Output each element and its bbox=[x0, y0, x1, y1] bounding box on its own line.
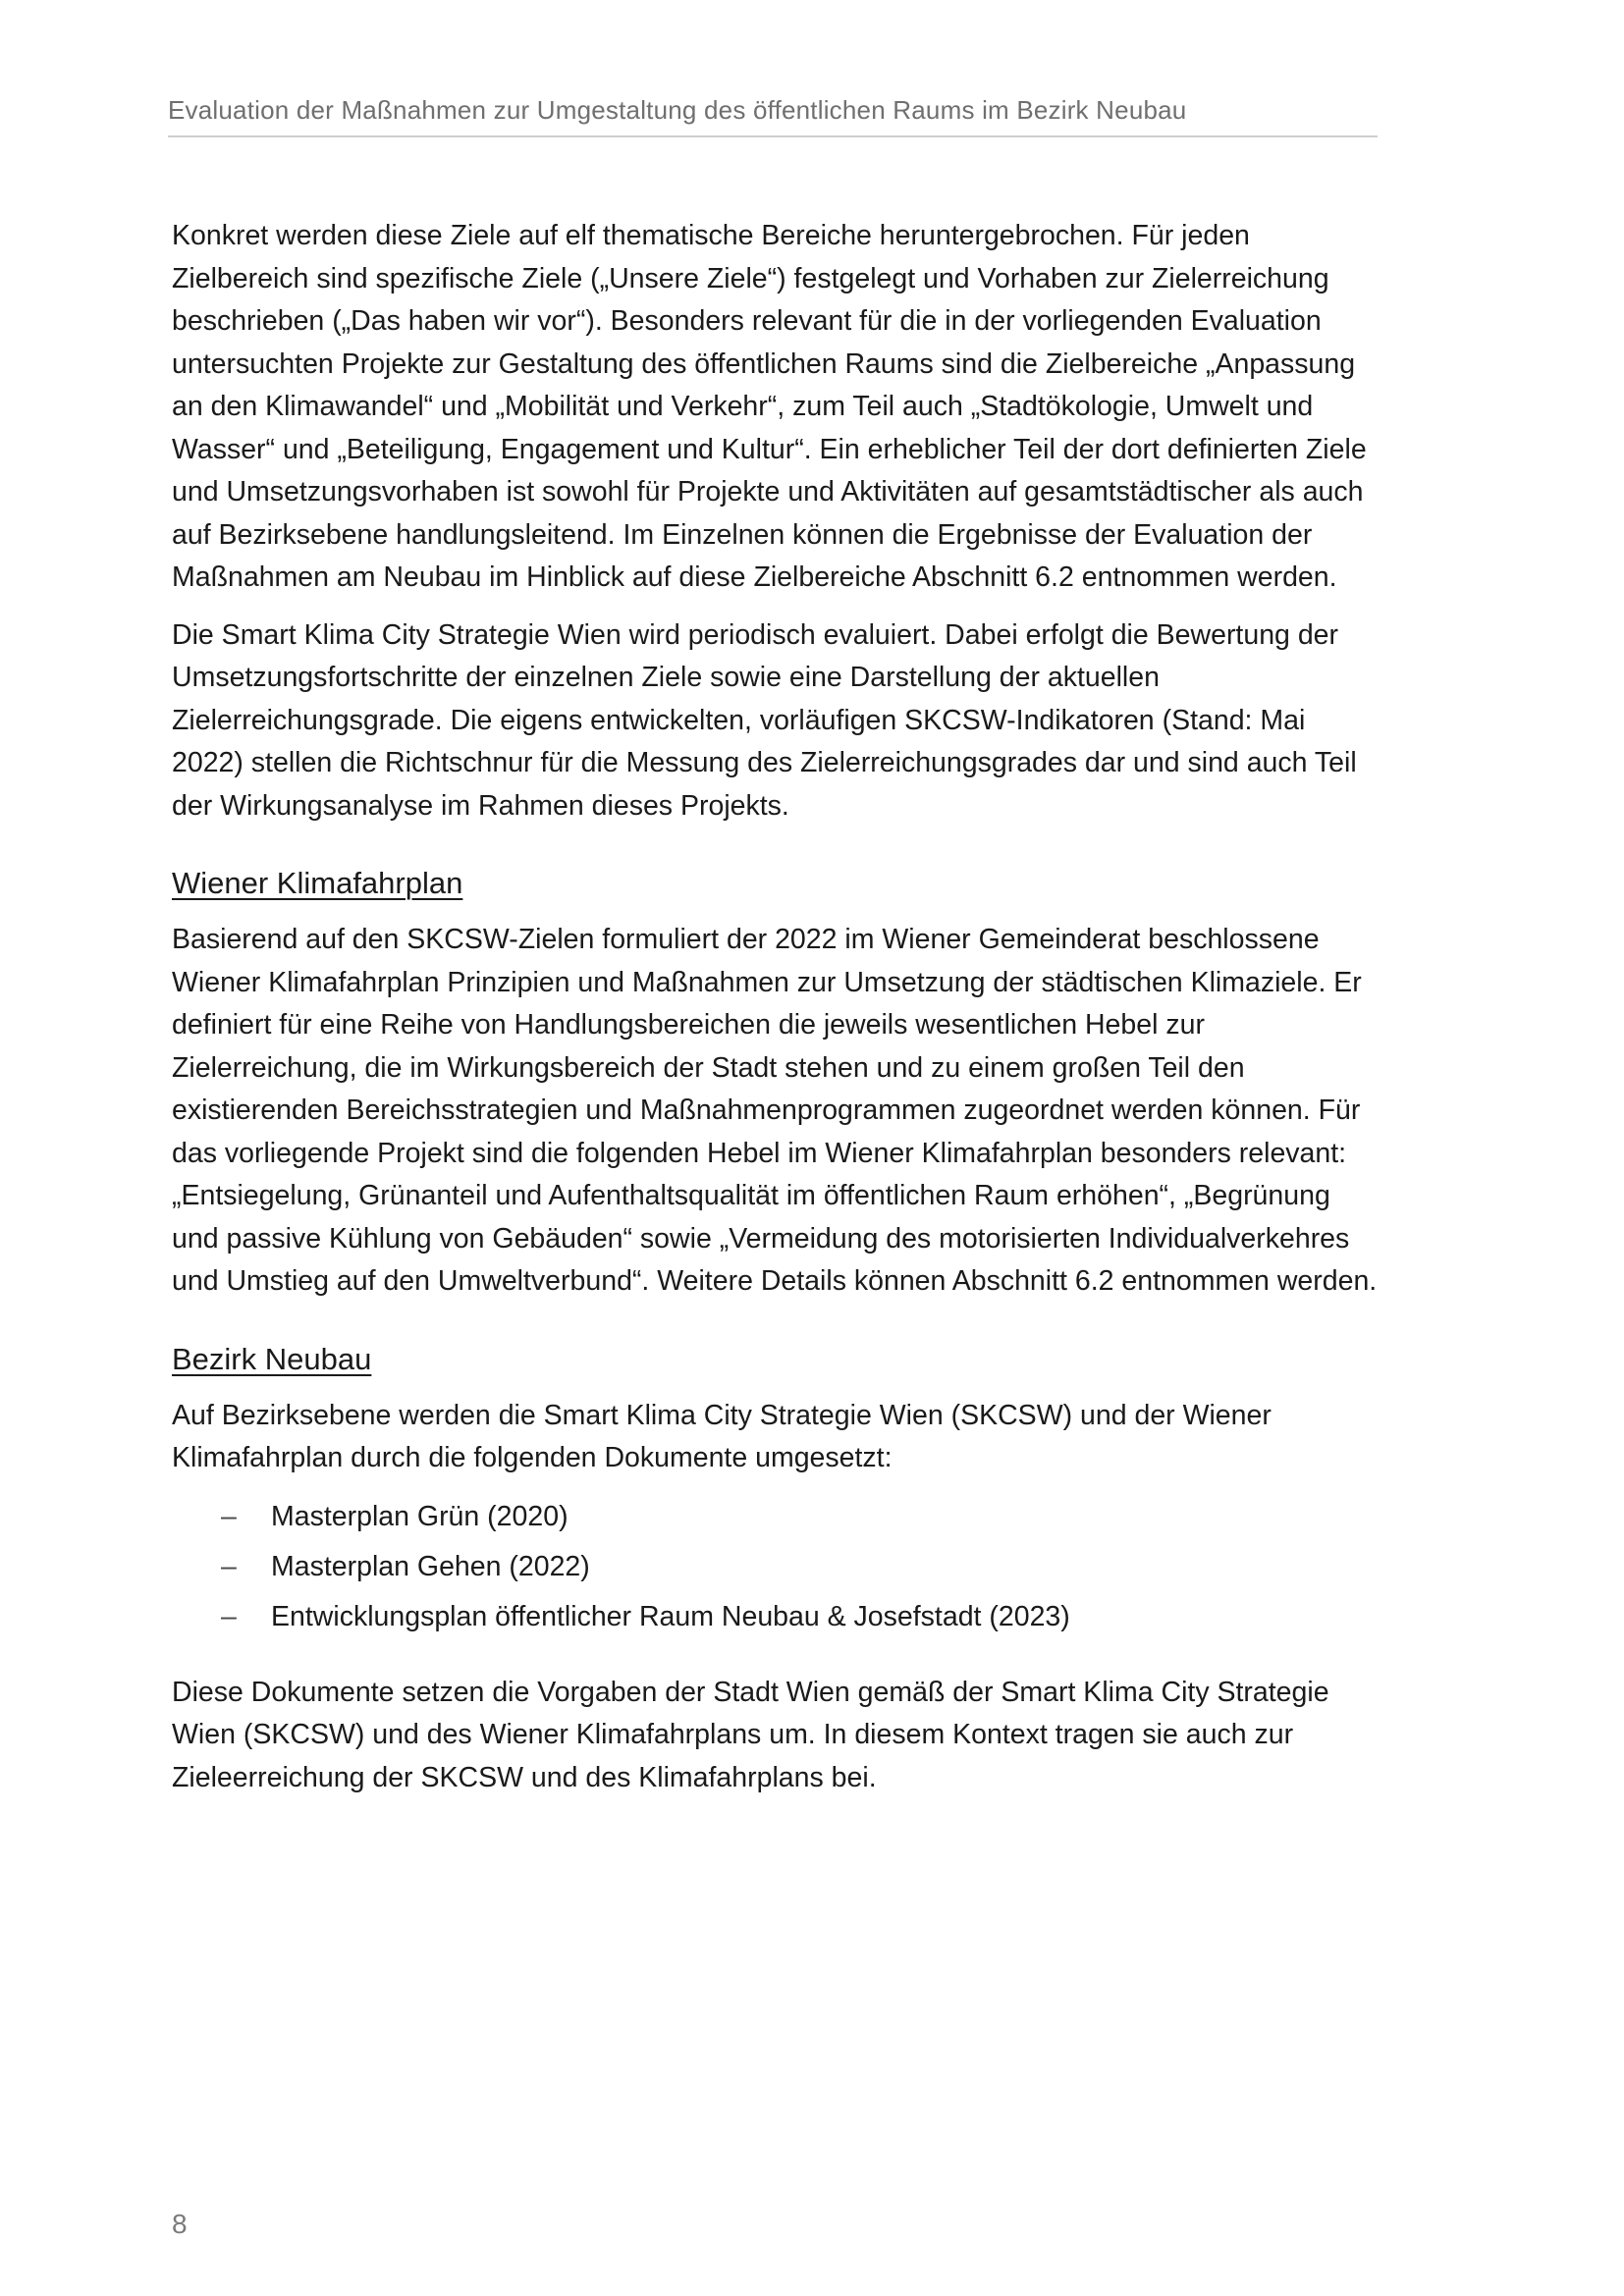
list-item-text: Masterplan Gehen (2022) bbox=[271, 1550, 590, 1582]
section-heading-klimafahrplan: Wiener Klimafahrplan bbox=[172, 866, 463, 900]
paragraph-klimafahrplan: Basierend auf den SKCSW-Zielen formuliert der 2022 im Wiener Gemeinderat beschlossene Wiener Klimafahrplan Prinzipien und Maßnahmen zur Umsetzung der städtischen Klimaziele. Er definiert für eine Reihe von Handlungsbereichen die jeweils wesentlichen Hebel zur Zielerreichung, die im Wirkungsbereich der Stadt stehen und zu einem großen Teil den existierenden Bereichsstrategien und Maßnahmenprogrammen zugeordnet werden können. Für das vorliegende Projekt sind die folgenden Hebel im Wiener Klimafahrplan besonders relevant: „Entsiegelung, Grünanteil und Aufenthaltsqualität im öffentlichen Raum erhöhen“, „Begrünung und passive Kühlung von Gebäuden“ sowie „Vermeidung des motorisierten Individualverkehres und Umstieg auf den Umweltverbund“. Weitere Details können Abschnitt 6.2 entnommen werden. bbox=[172, 924, 1378, 1297]
dash-bullet-icon: – bbox=[221, 1550, 237, 1582]
document-list bbox=[172, 1492, 1380, 1642]
paragraph-bezirk-intro: Auf Bezirksebene werden die Smart Klima City Strategie Wien (SKCSW) und der Wiener Klimafahrplan durch die folgenden Dokumente umgesetzt: bbox=[172, 1399, 1272, 1473]
paragraph-target-areas: Konkret werden diese Ziele auf elf thematische Bereiche heruntergebrochen. Für jeden Zielbereich sind spezifische Ziele („Unsere Ziele“) festgelegt und Vorhaben zur Zielerreichung beschrieben („Das haben wir vor“). Besonders relevant für die in der vorliegenden Evaluation untersuchten Projekte zur Gestaltung des öffentlichen Raums sind die Zielbereiche „Anpassung an den Klimawandel“ und „Mobilität und Verkehr“, zum Teil auch „Stadtökologie, Umwelt und Wasser“ und „Beteiligung, Engagement und Kultur“. Ein erheblicher Teil der dort definierten Ziele und Umsetzungsvorhaben ist sowohl für Projekte und Aktivitäten auf gesamtstädtischer als auch auf Bezirksebene handlungsleitend. Im Einzelnen können die Ergebnisse der Evaluation der Maßnahmen am Neubau im Hinblick auf diese Zielbereiche Abschnitt 6.2 entnommen werden. bbox=[172, 220, 1367, 593]
list-item bbox=[172, 1592, 1380, 1642]
section-heading-bezirk-neubau: Bezirk Neubau bbox=[172, 1341, 372, 1376]
list-item bbox=[172, 1492, 1380, 1542]
page-content bbox=[172, 215, 1380, 1799]
list-item-text: Entwicklungsplan öffentlicher Raum Neubau & Josefstadt (2023) bbox=[271, 1600, 1070, 1632]
paragraph-evaluation: Die Smart Klima City Strategie Wien wird periodisch evaluiert. Dabei erfolgt die Bewertung der Umsetzungsfortschritte der einzelnen Ziele sowie eine Darstellung der aktuellen Zielerreichungsgrade. Die eigens entwickelten, vorläufigen SKCSW-Indikatoren (Stand: Mai 2022) stellen die Richtschnur für die Messung des Zielerreichungsgrades dar und sind auch Teil der Wirkungsanalyse im Rahmen dieses Projekts. bbox=[172, 618, 1357, 822]
page-number: 8 bbox=[172, 2209, 188, 2239]
running-header-title: Evaluation der Maßnahmen zur Umgestaltung des öffentlichen Raums im Bezirk Neubau bbox=[168, 95, 1187, 125]
running-header bbox=[168, 90, 1378, 137]
list-item bbox=[172, 1542, 1380, 1592]
list-item-text: Masterplan Grün (2020) bbox=[271, 1500, 568, 1532]
paragraph-conclusion: Diese Dokumente setzen die Vorgaben der Stadt Wien gemäß der Smart Klima City Strategie Wien (SKCSW) und des Wiener Klimafahrplans um. In diesem Kontext tragen sie auch zur Zieleerreichung der SKCSW und des Klimafahrplans bei. bbox=[172, 1676, 1329, 1793]
dash-bullet-icon: – bbox=[221, 1600, 237, 1632]
dash-bullet-icon: – bbox=[221, 1500, 237, 1532]
